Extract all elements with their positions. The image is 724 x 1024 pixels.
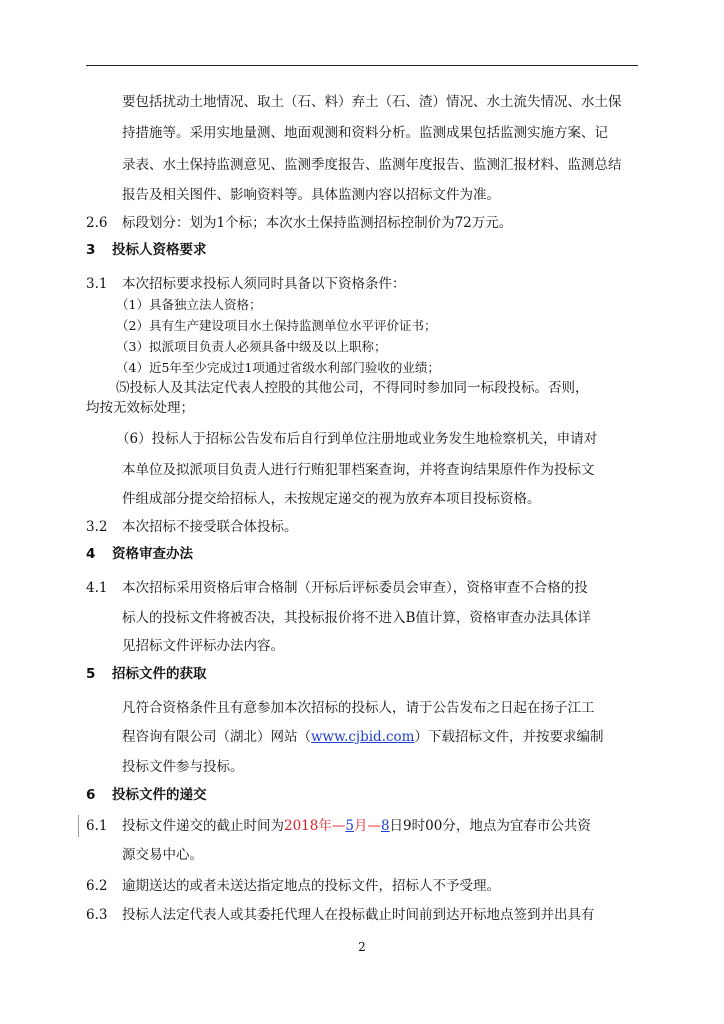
heading-title: 投标人资格要求 xyxy=(112,242,207,258)
header-rule xyxy=(86,65,638,66)
clause-text: 本次招标不接受联合体投标。 xyxy=(122,519,298,535)
heading-number: 3 xyxy=(86,242,96,258)
list-item-continuation: 均按无效标处理； xyxy=(86,400,194,416)
clause-continuation: 源交易中心。 xyxy=(122,847,203,863)
clause-continuation: 标人的投标文件将被否决，其投标报价将不进入B值计算，资格审查办法具体详 xyxy=(122,610,591,626)
paragraph-line: 持措施等。采用实地量测、地面观测和资料分析。监测成果包括监测实施方案、记 xyxy=(122,125,608,141)
section-heading-5 xyxy=(86,666,207,682)
heading-number: 5 xyxy=(86,666,96,682)
clause-text: 投标人法定代表人或其委托代理人在投标截止时间前到达开标地点签到并出具有 xyxy=(122,907,595,923)
list-item: （3）拟派项目负责人必须具备中级及以上职称； xyxy=(116,339,387,354)
section-heading-4 xyxy=(86,546,193,562)
clause-text: 投标文件递交的截止时间为 xyxy=(122,818,284,834)
clause-3-2 xyxy=(86,519,298,535)
section-heading-6 xyxy=(86,787,207,803)
clause-3-1 xyxy=(86,276,406,292)
clause-number: 6.1 xyxy=(86,818,108,834)
clause-text: 本次招标采用资格后审合格制（开标后评标委员会审查），资格审查不合格的投 xyxy=(122,580,588,596)
clause-number: 3.2 xyxy=(86,519,108,535)
list-item: （6）投标人于招标公告发布后自行到单位注册地或业务发生地检察机关，申请对 xyxy=(116,431,598,447)
heading-title: 投标文件的递交 xyxy=(112,787,207,803)
deadline-dash: — xyxy=(331,818,346,834)
clause-number: 4.1 xyxy=(86,580,108,596)
paragraph-text: ）下载招标文件，并按要求编制 xyxy=(414,729,604,745)
clause-continuation: 见招标文件评标办法内容。 xyxy=(122,638,284,654)
change-bar xyxy=(78,815,79,837)
section-heading-3 xyxy=(86,242,207,258)
list-item: （4）近5年至少完成过1项通过省级水利部门验收的业绩； xyxy=(116,360,440,375)
deadline-day: 8 xyxy=(380,818,390,834)
deadline-year: 2018年 xyxy=(284,818,332,834)
deadline-dash: — xyxy=(367,818,381,834)
list-item: （1）具备独立法人资格； xyxy=(116,297,262,312)
list-item: （2）具有生产建设项目水土保持监测单位水平评价证书； xyxy=(116,318,437,333)
list-item: ⑸投标人及其法定代表人控股的其他公司，不得同时参加同一标段投标。否则， xyxy=(116,380,589,396)
paragraph-text: 程咨询有限公司（湖北）网站（ xyxy=(122,729,311,745)
clause-6-3 xyxy=(86,907,595,923)
heading-number: 4 xyxy=(86,546,96,562)
paragraph-line: 录表、水土保持监测意见、监测季度报告、监测年度报告、监测汇报材料、监测总结 xyxy=(122,157,622,173)
page-number: 2 xyxy=(358,940,366,954)
clause-2-6 xyxy=(86,215,512,231)
clause-text: 本次招标要求投标人须同时具备以下资格条件： xyxy=(122,276,406,292)
heading-title: 资格审查办法 xyxy=(112,546,193,562)
clause-text: 逾期送达的或者未送达指定地点的投标文件，招标人不予受理。 xyxy=(122,878,500,894)
clause-6-2 xyxy=(86,878,500,894)
paragraph-line xyxy=(122,729,604,745)
list-item-continuation: 本单位及拟派项目负责人进行行贿犯罪档案查询，并将查询结果原件作为投标文 xyxy=(122,462,595,478)
clause-text: 日9时00分，地点为宜春市公共资 xyxy=(389,818,591,834)
website-link[interactable]: www.cjbid.com xyxy=(311,729,415,745)
list-item-continuation: 件组成部分提交给招标人，未按规定递交的视为放弃本项目投标资格。 xyxy=(122,491,541,507)
clause-number: 6.2 xyxy=(86,878,108,894)
clause-6-1 xyxy=(86,818,591,834)
deadline-month-unit: 月 xyxy=(353,818,368,834)
paragraph-line: 凡符合资格条件且有意参加本次招标的投标人，请于公告发布之日起在扬子江工 xyxy=(122,700,595,716)
paragraph-line: 投标文件参与投标。 xyxy=(122,759,244,775)
paragraph-line: 报告及相关图件、影响资料等。具体监测内容以招标文件为准。 xyxy=(122,187,500,203)
heading-number: 6 xyxy=(86,787,96,803)
clause-number: 2.6 xyxy=(86,215,108,231)
clause-number: 6.3 xyxy=(86,907,108,923)
clause-text: 标段划分：划为1个标；本次水土保持监测招标控制价为72万元。 xyxy=(122,215,513,231)
heading-title: 招标文件的获取 xyxy=(112,666,207,682)
paragraph-line: 要包括扰动土地情况、取土（石、料）弃土（石、渣）情况、水土流失情况、水土保 xyxy=(122,94,622,110)
clause-number: 3.1 xyxy=(86,276,108,292)
clause-4-1 xyxy=(86,580,588,596)
deadline-month: 5 xyxy=(345,818,354,834)
